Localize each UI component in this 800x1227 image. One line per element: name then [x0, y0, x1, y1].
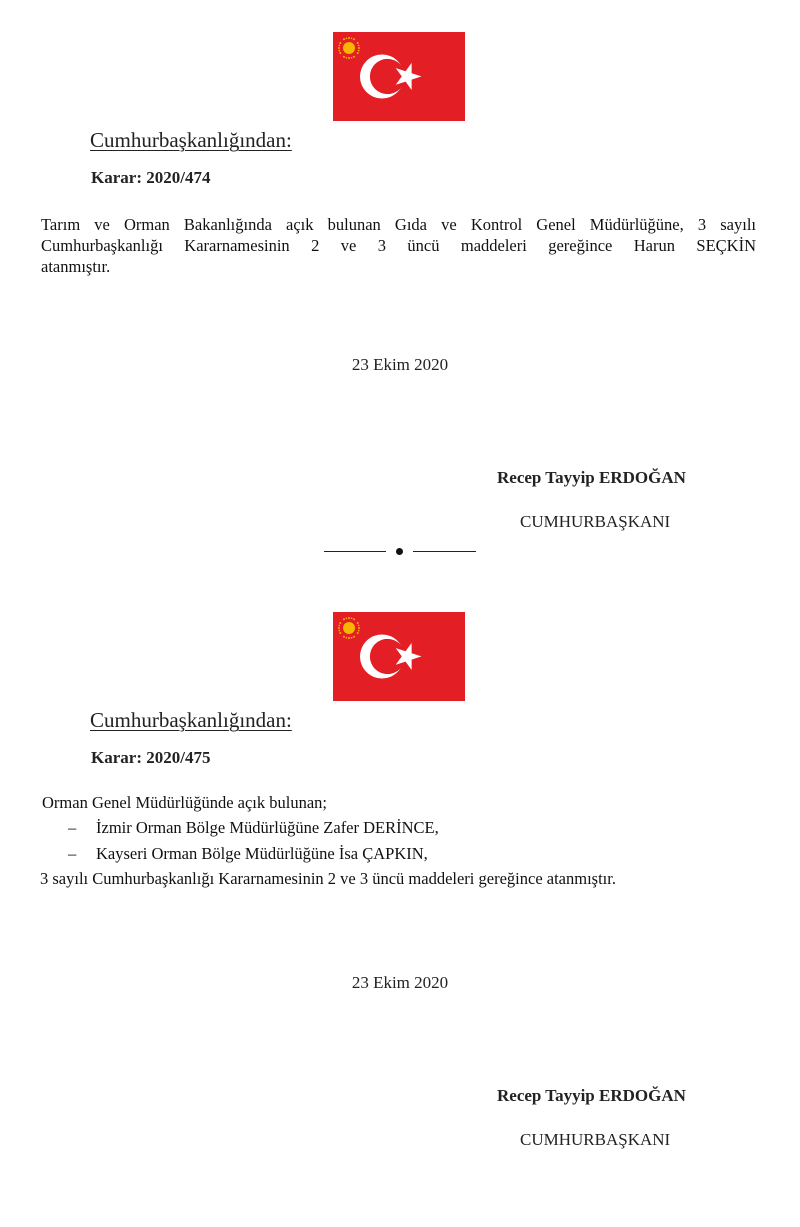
list-item: Kayseri Orman Bölge Müdürlüğüne İsa ÇAPKIN, [96, 844, 428, 863]
section-heading: Cumhurbaşkanlığından: [90, 128, 292, 152]
presidential-flag-emblem [333, 612, 465, 701]
body-line: Cumhurbaşkanlığı Kararnamesinin 2 ve 3 üncü maddeleri gereğince Harun SEÇKİN [41, 236, 756, 255]
decision-closing: 3 sayılı Cumhurbaşkanlığı Kararnamesinin 2 ve 3 üncü maddeleri gereğince atanmıştır. [40, 869, 616, 888]
separator-dot [396, 548, 403, 555]
decision-body [41, 214, 756, 277]
signer-name: Recep Tayyip ERDOĞAN [497, 1086, 686, 1105]
separator-line-left [324, 551, 386, 552]
signer-title: CUMHURBAŞKANI [520, 512, 671, 531]
decision-number: Karar: 2020/475 [91, 748, 211, 767]
signer-name: Recep Tayyip ERDOĞAN [497, 468, 686, 487]
signer-title: CUMHURBAŞKANI [520, 1130, 671, 1149]
separator-line-right [413, 551, 476, 552]
list-dash: – [68, 844, 77, 863]
decision-date: 23 Ekim 2020 [351, 355, 449, 374]
presidential-flag-emblem [333, 32, 465, 121]
flag-graphic [333, 612, 465, 701]
decision-date: 23 Ekim 2020 [351, 973, 449, 992]
decision-number: Karar: 2020/474 [91, 168, 211, 187]
decision-intro: Orman Genel Müdürlüğünde açık bulunan; [42, 793, 328, 812]
flag-graphic [333, 32, 465, 121]
section-heading: Cumhurbaşkanlığından: [90, 708, 292, 732]
list-dash: – [68, 818, 77, 837]
body-line: Tarım ve Orman Bakanlığında açık bulunan Gıda ve Kontrol Genel Müdürlüğüne, 3 sayılı [41, 215, 756, 234]
body-line: atanmıştır. [41, 257, 111, 276]
list-item: İzmir Orman Bölge Müdürlüğüne Zafer DERİNCE, [96, 818, 439, 837]
